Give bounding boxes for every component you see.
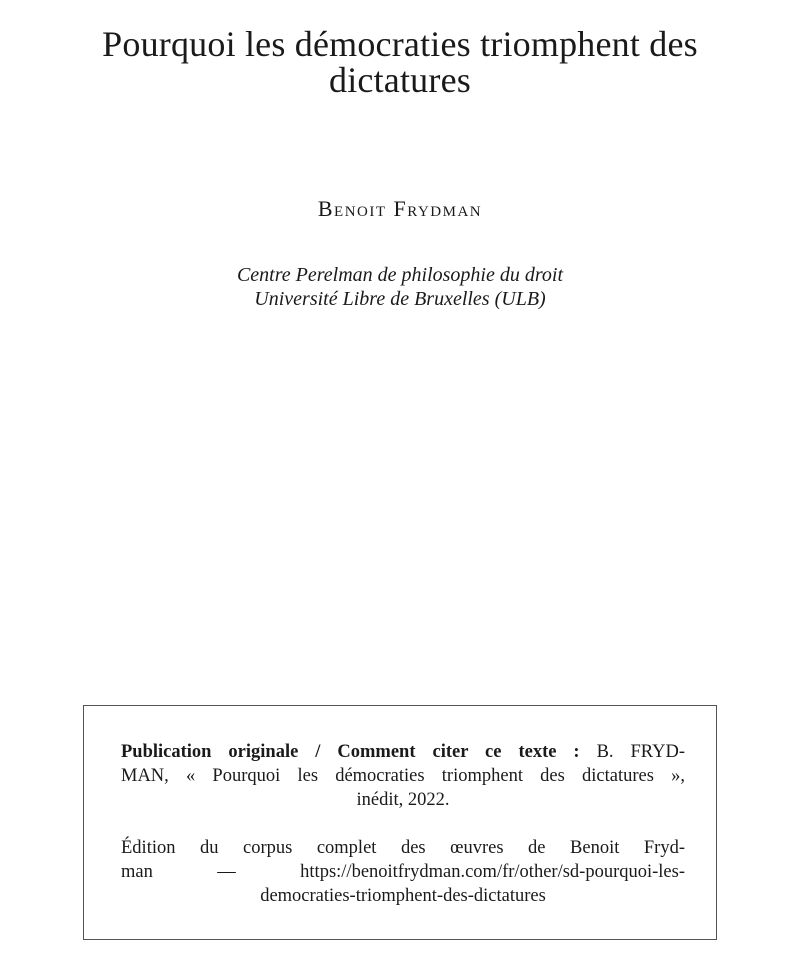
document-title	[20, 26, 780, 98]
author-name: Benoit Frydman	[317, 196, 483, 221]
citation-author-start: B. FRYD-	[596, 742, 686, 762]
citation-box	[83, 705, 717, 940]
citation-label: Publication originale / Comment citer ce texte :	[121, 742, 580, 762]
corpus-line-2: man — https://benoitfrydman.com/fr/other/sd-pourquoi-les-	[121, 862, 685, 882]
citation-paragraph	[121, 740, 685, 812]
affiliation-line-2: Université Libre de Bruxelles (ULB)	[254, 288, 546, 310]
corpus-paragraph	[121, 836, 685, 908]
corpus-line-3: democraties-triomphent-des-dictatures	[260, 886, 546, 906]
title-line-1: Pourquoi les démocraties triomphent des	[102, 24, 698, 64]
corpus-line-1: Édition du corpus complet des œuvres de Benoit Fryd-	[121, 838, 685, 858]
citation-line-3: inédit, 2022.	[356, 790, 450, 810]
title-line-2: dictatures	[329, 60, 471, 100]
affiliation-line-1: Centre Perelman de philosophie du droit	[236, 264, 564, 286]
affiliation	[0, 263, 800, 311]
citation-content	[121, 740, 685, 932]
citation-line-2: MAN, « Pourquoi les démocraties triomphent des dictatures »,	[121, 766, 685, 786]
citation-line-1	[121, 740, 685, 764]
